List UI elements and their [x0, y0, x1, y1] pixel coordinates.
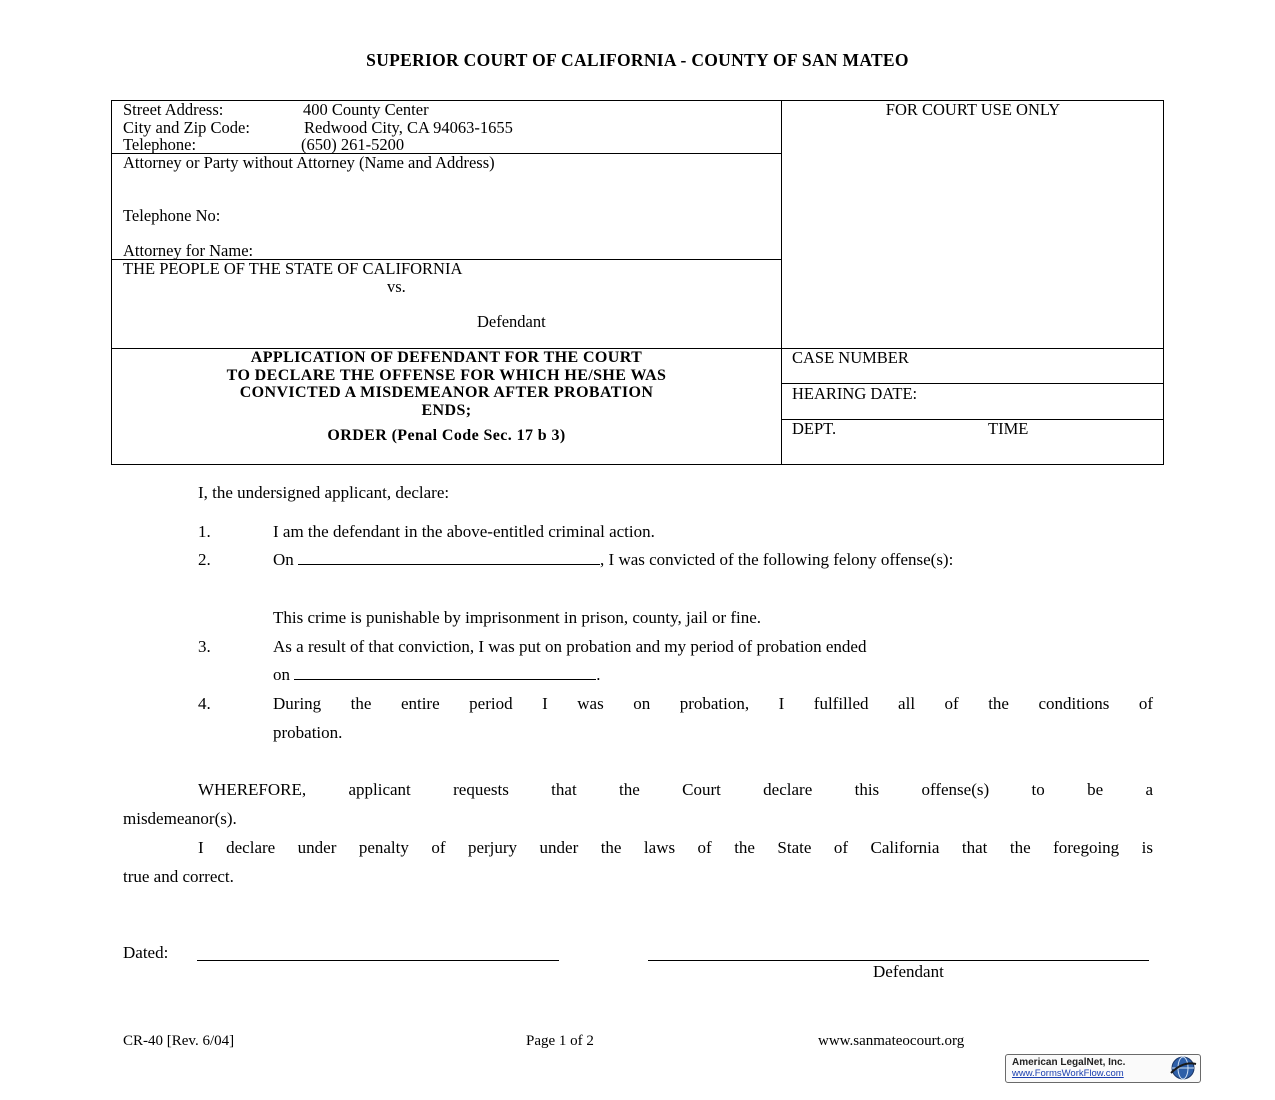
item-number: 1. [198, 522, 211, 541]
globe-icon [1168, 1055, 1198, 1081]
logo-url: www.FormsWorkFlow.com [1012, 1068, 1124, 1079]
declaration-intro: I, the undersigned applicant, declare: [198, 483, 450, 502]
dated-label: Dated: [123, 943, 169, 962]
defendant-label: Defendant [477, 312, 546, 331]
conviction-date-line [273, 550, 953, 570]
signature-label: Defendant [873, 962, 944, 981]
attorney-label: Attorney or Party without Attorney (Name and Address) [123, 153, 495, 172]
phone-label: Telephone: [123, 135, 197, 154]
page-number: Page 1 of 2 [526, 1033, 594, 1049]
legalnet-logo[interactable] [1005, 1054, 1201, 1083]
item-text: on [273, 665, 290, 684]
perjury-text-end: true and correct. [123, 867, 234, 886]
court-address [123, 101, 513, 154]
case-number-label: CASE NUMBER [792, 348, 909, 367]
order-line: ORDER (Penal Code Sec. 17 b 3) [327, 427, 566, 444]
conviction-date-field[interactable] [298, 550, 600, 565]
title-line: ENDS; [421, 401, 472, 419]
item-number: 3. [198, 637, 211, 656]
item-number: 4. [198, 694, 211, 713]
city-label: City and Zip Code: [123, 117, 250, 137]
item-text: As a result of that conviction, I was put on probation and my period of probation ended [273, 637, 867, 656]
attorney-phone-label: Telephone No: [123, 206, 221, 225]
court-title: SUPERIOR COURT OF CALIFORNIA - COUNTY OF SAN MATEO [366, 50, 909, 70]
time-label: TIME [988, 419, 1029, 438]
people-label: THE PEOPLE OF THE STATE OF CALIFORNIA [123, 259, 463, 278]
city-value: Redwood City, CA 94063-1655 [304, 117, 513, 137]
vs-label: vs. [387, 277, 406, 296]
item-text: probation. [273, 723, 343, 742]
item-text: , I was convicted of the following felony offense(s): [600, 550, 954, 569]
phone-value: (650) 261-5200 [301, 135, 405, 154]
document-title [112, 349, 781, 445]
title-line: APPLICATION OF DEFENDANT FOR THE COURT [250, 349, 643, 366]
court-use-label: FOR COURT USE ONLY [885, 100, 1061, 119]
dated-field[interactable] [197, 960, 559, 961]
street-label: Street Address: [123, 100, 224, 119]
title-line: CONVICTED A MISDEMEANOR AFTER PROBATION [239, 384, 654, 401]
item-text: During the entire period I was on probation, I fulfilled all of the conditions of [273, 694, 1153, 713]
item-text: . [596, 665, 601, 684]
wherefore-text-end: misdemeanor(s). [123, 809, 237, 828]
attorney-for-label: Attorney for Name: [123, 241, 254, 260]
dept-label: DEPT. [792, 419, 837, 438]
probation-end-date-field[interactable] [294, 665, 596, 680]
punishment-note: This crime is punishable by imprisonment in prison, county, jail or fine. [273, 608, 762, 627]
item-number: 2. [198, 550, 211, 569]
logo-company: American LegalNet, Inc. [1012, 1057, 1126, 1068]
court-website[interactable]: www.sanmateocourt.org [818, 1033, 965, 1049]
street-value: 400 County Center [303, 100, 429, 119]
probation-end-line [273, 665, 601, 685]
form-id: CR-40 [Rev. 6/04] [123, 1033, 235, 1049]
item-text: I am the defendant in the above-entitled criminal action. [273, 522, 655, 541]
item-text: On [273, 550, 294, 569]
wherefore-text: WHEREFORE, applicant requests that the Court declare this offense(s) to be a [198, 780, 1153, 799]
title-line: TO DECLARE THE OFFENSE FOR WHICH HE/SHE WAS [226, 366, 667, 384]
hearing-date-label: HEARING DATE: [792, 384, 918, 403]
caption-divider [781, 100, 782, 465]
perjury-text: I declare under penalty of perjury under the laws of the State of California that the foregoing is [198, 838, 1153, 857]
hearing-divider [781, 419, 1164, 420]
signature-field[interactable] [648, 960, 1149, 961]
